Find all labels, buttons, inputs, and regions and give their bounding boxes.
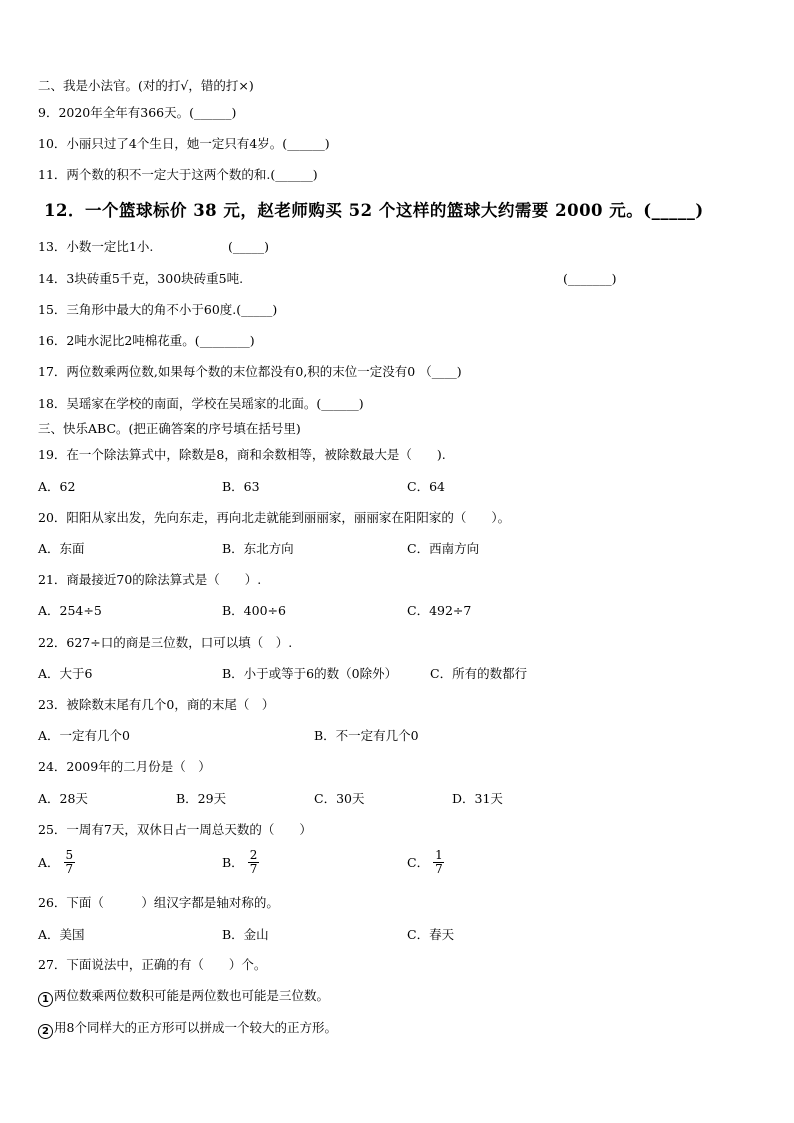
circled-number-1: 1 <box>38 992 53 1007</box>
q19-option-b: B．63 <box>222 479 260 494</box>
question-27: 27．下面说法中，正确的有（ ）个。 <box>38 957 267 972</box>
circled-number-2: 2 <box>38 1024 53 1039</box>
q22-option-c: C．所有的数都行 <box>430 666 528 681</box>
q25-option-b-label: B． <box>222 854 244 870</box>
question-20: 20．阳阳从家出发，先向东走，再向北走就能到丽丽家，丽丽家在阳阳家的（ ）。 <box>38 510 511 525</box>
question-19: 19．在一个除法算式中，除数是8，商和余数相等，被除数最大是（ ). <box>38 447 446 462</box>
question-16: 16．2吨水泥比2吨棉花重。(________) <box>38 333 255 348</box>
q25-option-b <box>222 849 259 876</box>
question-12: 12．一个篮球标价 38 元，赵老师购买 52 个这样的篮球大约需要 2000 元。(_____) <box>44 201 704 220</box>
q26-option-b: B．金山 <box>222 927 269 942</box>
q26-option-a: A．美国 <box>38 927 85 942</box>
q25-option-c-label: C． <box>407 854 430 870</box>
q27-statement-1 <box>38 988 329 1007</box>
q23-option-b: B．不一定有几个0 <box>314 728 419 743</box>
q20-option-a: A．东面 <box>38 541 85 556</box>
q19-option-c: C．64 <box>407 479 445 494</box>
question-21: 21．商最接近70的除法算式是（ ）. <box>38 572 262 587</box>
question-11: 11．两个数的积不一定大于这两个数的和.(______) <box>38 167 318 182</box>
q27-statement-2 <box>38 1020 337 1039</box>
q21-option-b: B．400÷6 <box>222 603 286 618</box>
q22-option-b: B．小于或等于6的数（0除外） <box>222 666 398 681</box>
q20-option-c: C．西南方向 <box>407 541 480 556</box>
question-14: 14．3块砖重5千克，300块砖重5吨. <box>38 271 244 286</box>
fraction-two-sevenths <box>248 849 260 876</box>
q25-option-a-label: A． <box>38 854 60 870</box>
q23-option-a: A．一定有几个0 <box>38 728 130 743</box>
q19-option-a: A．62 <box>38 479 76 494</box>
numerator: 5 <box>65 848 74 862</box>
fraction-one-seventh <box>433 849 445 876</box>
q24-option-c: C．30天 <box>314 791 365 806</box>
q27-statement-2-text: 用8个同样大的正方形可以拼成一个较大的正方形。 <box>54 1020 337 1035</box>
section3-heading: 三、快乐ABC。(把正确答案的序号填在括号里) <box>38 421 301 436</box>
numerator: 2 <box>249 848 258 862</box>
section2-heading: 二、我是小法官。(对的打√，错的打×) <box>38 78 254 93</box>
question-15: 15．三角形中最大的角不小于60度.(_____) <box>38 302 278 317</box>
q24-option-d: D．31天 <box>452 791 503 806</box>
q25-option-a <box>38 849 75 876</box>
question-9: 9．2020年全年有366天。(______) <box>38 105 237 120</box>
denominator: 7 <box>65 862 74 876</box>
question-10: 10．小丽只过了4个生日，她一定只有4岁。(______) <box>38 136 330 151</box>
q27-statement-1-text: 两位数乘两位数积可能是两位数也可能是三位数。 <box>54 988 330 1003</box>
q21-option-a: A．254÷5 <box>38 603 102 618</box>
question-25: 25．一周有7天，双休日占一周总天数的（ ） <box>38 822 312 837</box>
q24-option-a: A．28天 <box>38 791 88 806</box>
q22-option-a: A．大于6 <box>38 666 93 681</box>
question-23: 23．被除数末尾有几个0，商的末尾（ ） <box>38 697 275 712</box>
q21-option-c: C．492÷7 <box>407 603 472 618</box>
numerator: 1 <box>435 848 443 862</box>
q25-option-c <box>407 849 445 876</box>
fraction-five-sevenths <box>64 849 76 876</box>
denominator: 7 <box>249 862 258 876</box>
q24-option-b: B．29天 <box>176 791 227 806</box>
question-18: 18．吴瑶家在学校的南面，学校在吴瑶家的北面。(______) <box>38 396 364 411</box>
question-17: 17．两位数乘两位数,如果每个数的末位都没有0,积的末位一定没有0 （____) <box>38 364 462 379</box>
q20-option-b: B．东北方向 <box>222 541 294 556</box>
question-13: 13．小数一定比1小. <box>38 239 154 254</box>
question-13-blank: (_____) <box>228 239 270 254</box>
question-14-blank: (_______) <box>563 271 617 286</box>
denominator: 7 <box>435 862 443 876</box>
question-24: 24．2009年的二月份是（ ） <box>38 759 211 774</box>
question-22: 22．627÷口的商是三位数，口可以填（ ）. <box>38 635 293 650</box>
question-26: 26．下面（ ）组汉字都是轴对称的。 <box>38 895 279 910</box>
q26-option-c: C．春天 <box>407 927 455 942</box>
